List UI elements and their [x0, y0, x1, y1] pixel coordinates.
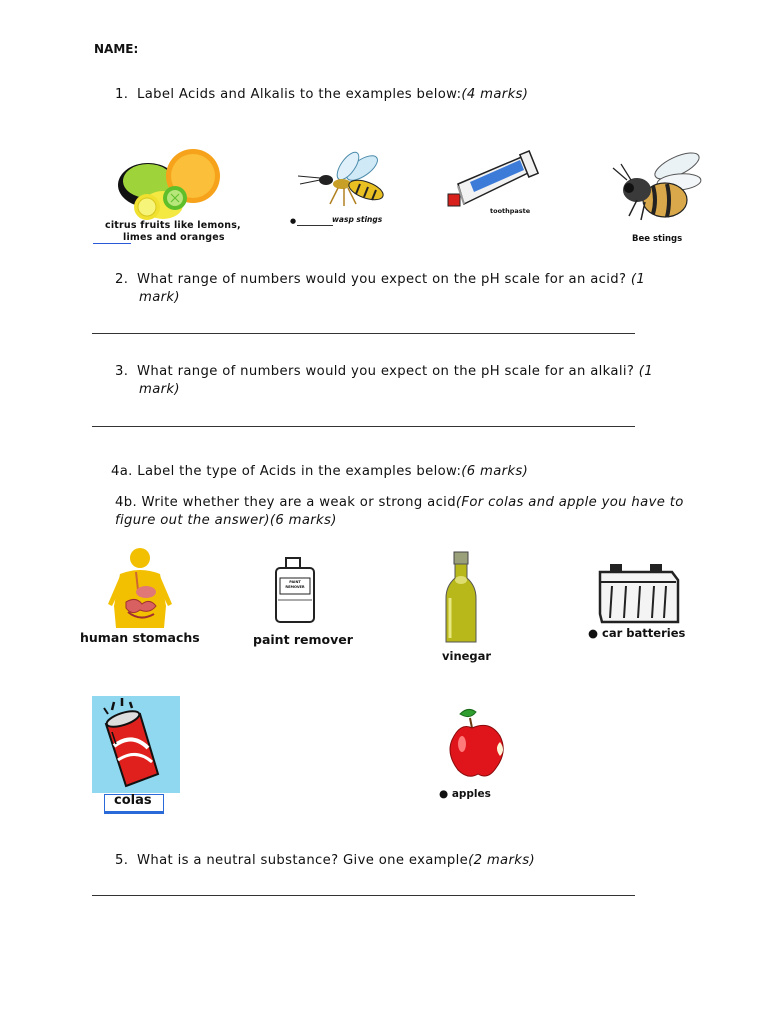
- colas-caption: colas: [114, 793, 152, 808]
- question-2: [115, 271, 655, 289]
- question-4b: [115, 494, 695, 512]
- wasp-bullet: ●: [290, 217, 297, 225]
- question-3-marks-end: mark): [139, 382, 180, 397]
- citrus-answer-line: [93, 243, 131, 244]
- question-5-answer-line[interactable]: [92, 895, 635, 896]
- car-battery-caption: ● car batteries: [588, 626, 686, 640]
- apples-image: [438, 706, 518, 806]
- toothpaste-image: [438, 146, 538, 226]
- stomach-icon: [80, 546, 215, 628]
- vinegar-image: [438, 550, 498, 668]
- paint-remover-image: [252, 556, 362, 651]
- paint-can-label: PAINT REMOVER: [285, 580, 305, 589]
- question-3-number: 3.: [115, 364, 129, 379]
- question-5-number: 5.: [115, 853, 129, 868]
- question-3-answer-line[interactable]: [92, 426, 635, 427]
- question-1-number: 1.: [115, 87, 129, 102]
- question-3-marks-start: (1: [638, 364, 654, 379]
- paint-can-icon: [252, 556, 362, 626]
- question-4a-marks: (6 marks): [461, 464, 529, 479]
- car-battery-image: [588, 562, 693, 644]
- question-4a-text: 4a. Label the type of Acids in the examples below:: [111, 464, 462, 479]
- human-stomach-image: [80, 546, 215, 651]
- question-5-marks: (2 marks): [468, 853, 535, 868]
- apples-caption: ● apples: [439, 788, 491, 800]
- question-2-number: 2.: [115, 272, 129, 287]
- question-2-text: What range of numbers would you expect on the pH scale for an acid?: [137, 272, 627, 287]
- bee-icon: [607, 150, 702, 232]
- question-4a: [111, 463, 528, 481]
- question-3: [115, 363, 655, 381]
- bee-caption: Bee stings: [632, 234, 683, 244]
- citrus-caption-line2: limes and oranges: [123, 232, 225, 243]
- apple-icon: [438, 706, 518, 784]
- question-5-text: What is a neutral substance? Give one example: [137, 853, 469, 868]
- wasp-image: [290, 146, 390, 228]
- citrus-caption-line1: citrus fruits like lemons,: [105, 220, 241, 231]
- bee-image: [607, 150, 702, 250]
- question-4b-text: 4b. Write whether they are a weak or strong acid: [115, 495, 456, 510]
- wasp-answer-line: [297, 225, 333, 226]
- toothpaste-caption: toothpaste: [490, 207, 531, 215]
- question-1-marks: (4 marks): [461, 87, 529, 102]
- question-1: [115, 86, 528, 104]
- question-4b-italic-end: figure out the answer)(6 marks): [115, 513, 337, 528]
- name-label: NAME:: [94, 42, 139, 56]
- question-2-marks-start: (1: [630, 272, 646, 287]
- question-4b-italic-start: (For colas and apple you have to: [455, 495, 684, 510]
- wasp-caption: wasp stings: [332, 215, 383, 224]
- car-battery-icon: [588, 562, 693, 624]
- question-1-text: Label Acids and Alkalis to the examples below:: [137, 87, 462, 102]
- question-2-marks-end: mark): [139, 290, 180, 305]
- question-5: [115, 852, 535, 870]
- vinegar-bottle-icon: [438, 550, 498, 646]
- question-2-answer-line[interactable]: [92, 333, 635, 334]
- cola-can-icon: [92, 696, 180, 793]
- colas-image: [92, 696, 180, 814]
- vinegar-caption: vinegar: [442, 649, 492, 663]
- citrus-fruits-image: [93, 143, 241, 248]
- paint-remover-caption: paint remover: [253, 632, 353, 647]
- stomach-caption: human stomachs: [80, 630, 200, 645]
- question-3-text: What range of numbers would you expect on the pH scale for an alkali?: [137, 364, 635, 379]
